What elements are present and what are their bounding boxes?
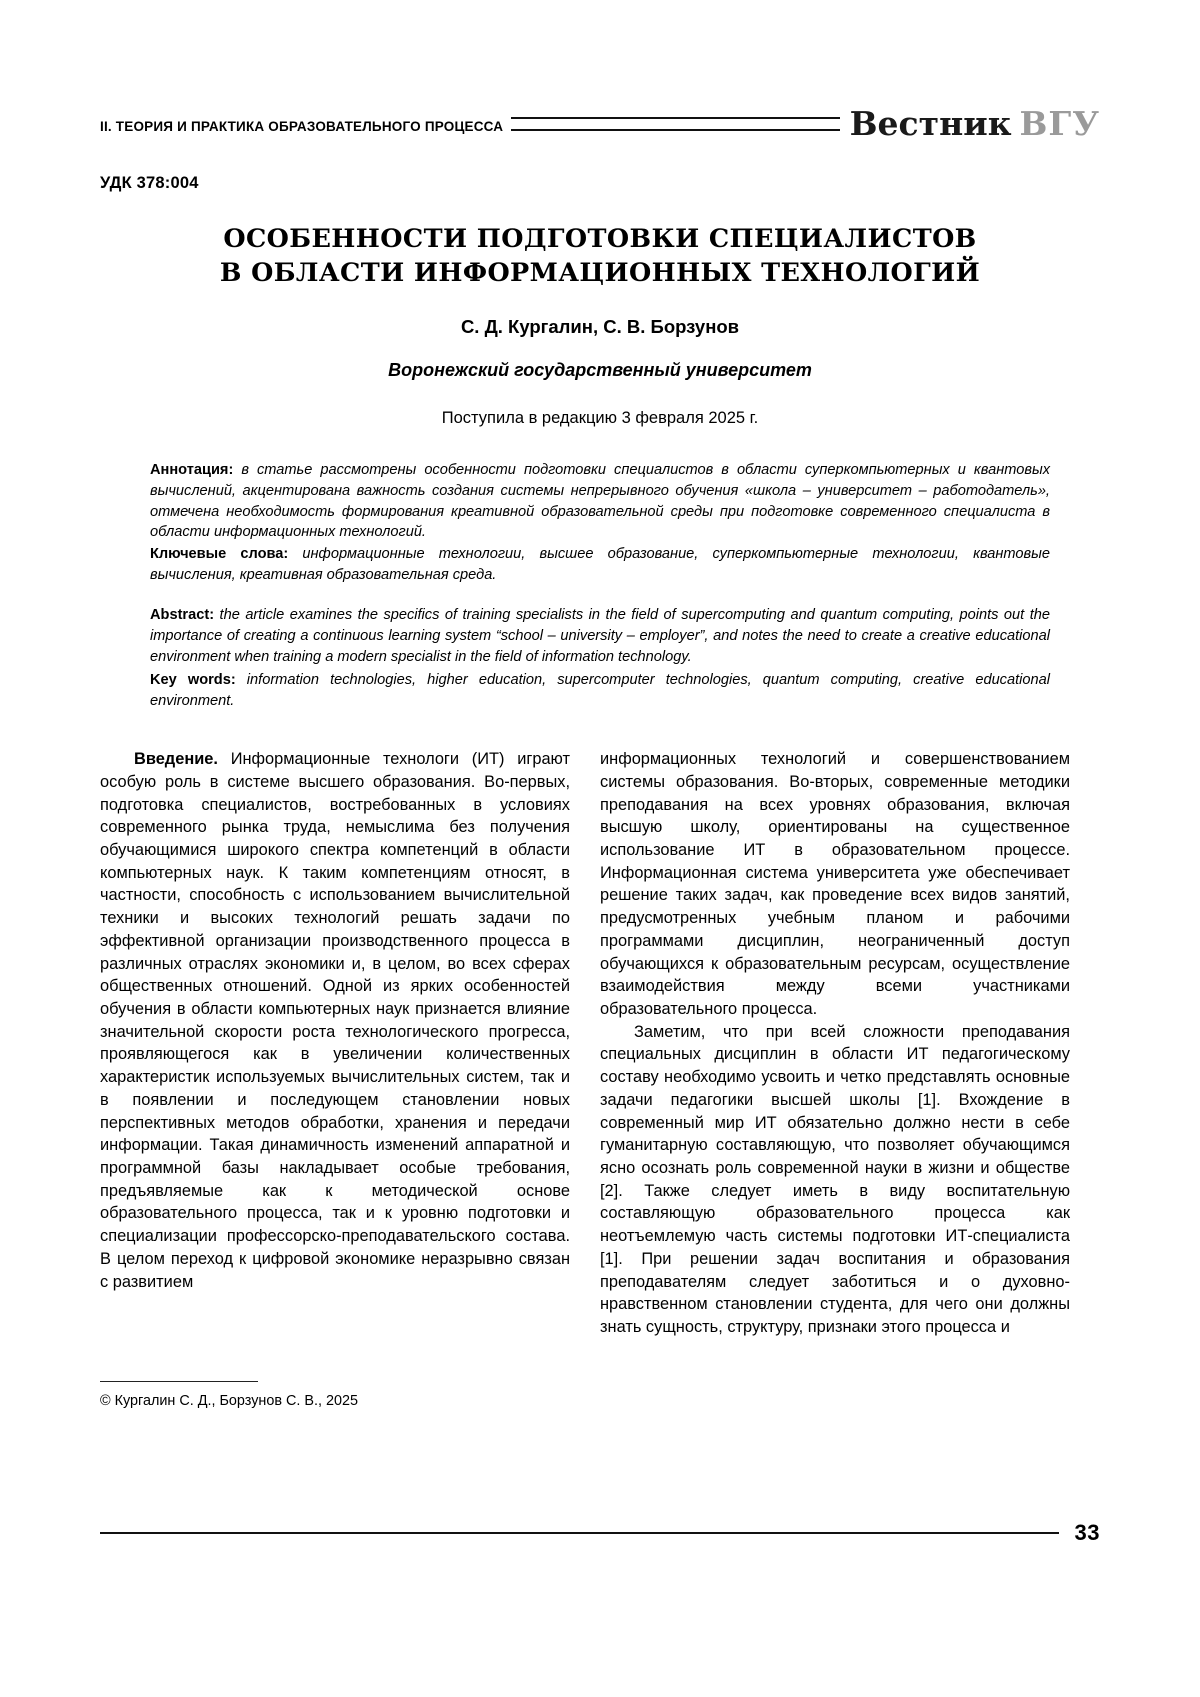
title-line-1: ОСОБЕННОСТИ ПОДГОТОВКИ СПЕЦИАЛИСТОВ (223, 224, 977, 254)
abstract-block (150, 460, 1050, 712)
abstract-english-body: the article examines the specifics of training specialists in the field of supercomputing and quantum computing, points out the importance of creating a continuous learning system “school – university – employer”, and notes the need to create a creative educational environment when training a modern specialist in the field of information technology. (150, 606, 1050, 666)
body-column-right (600, 748, 1070, 1339)
journal-logo (849, 104, 1100, 143)
title-line-2: В ОБЛАСТИ ИНФОРМАЦИОННЫХ ТЕХНОЛОГИЙ (219, 257, 981, 288)
footnote (100, 1381, 570, 1409)
introduction-text: Информационные технологи (ИТ) играют особую роль в системе высшего образования. Во-первых, подготовка специалистов, востребованных в условиях современного рынка труда, немыслима без получения обучающимися широкого спектра компетенций в области компьютерных наук. К таким компетенциям относят, в частности, способность с использованием вычислительной техники и высоких технологий решать задачи по эффективной организации производственного процесса в различных отраслях экономики и, в целом, во всех сферах общественных отношений. Одной из ярких особенностей обучения в области компьютерных наук признается влияние значительной скорости роста технологического прогресса, проявляющегося как в увеличении количественных характеристик используемых вычислительных систем, так и в появлении и последующем становлении новых перспективных методов обработки, хранения и передачи информации. Такая динамичность изменений аппаратной и программной базы накладывает особые требования, предъявляемые как к методической основе образовательного процесса, так и к уровню подготовки и специализации профессорско-преподавательского состава. В целом переход к цифровой экономике неразрывно связан с развитием (100, 750, 570, 1291)
authors: С. Д. Кургалин, С. В. Борзунов (460, 316, 740, 338)
introduction-label: Введение. (134, 750, 218, 769)
footer-divider (100, 1532, 1059, 1534)
keywords-russian-label: Ключевые слова: (150, 546, 289, 563)
abstract-russian-label: Аннотация: (150, 462, 234, 479)
keywords-english-label: Key words: (150, 671, 236, 688)
section-title: II. ТЕОРИЯ И ПРАКТИКА ОБРАЗОВАТЕЛЬНОГО ПРОЦЕССА (100, 119, 504, 134)
header-divider-rule (511, 117, 839, 131)
body-column-left (100, 748, 570, 1339)
page-number: 33 (1074, 1520, 1100, 1545)
page-footer (100, 1520, 1100, 1546)
abstract-russian-text (150, 460, 1050, 543)
keywords-russian-body: информационные технологии, высшее образование, суперкомпьютерные технологии, квантовые вычисления, креативная образовательная среда. (150, 546, 1050, 583)
abstract-english-label: Abstract: (150, 606, 215, 623)
paragraph-second: Заметим, что при всей сложности преподавания специальных дисциплин в области ИТ педагогическому составу необходимо усвоить и четко представлять основные задачи педагогики высшей школы [1]. Вхождение в современный мир ИТ обязательно должно нести в себе гуманитарную составляющую, что позволяет обучающимся ясно осознать роль современной науки в жизни и обществе [2]. Также следует иметь в виду воспитательную составляющую образовательного процесса как неотъемлемую часть системы подготовки ИТ-специалиста [1]. При решении задач воспитания и образования преподавателям следует заботиться и о духовно-нравственном становлении студента, для чего они должны знать сущность, структуру, признаки этого процесса и (600, 1022, 1070, 1337)
copyright-notice: © Кургалин С. Д., Борзунов С. В., 2025 (100, 1393, 358, 1409)
received-date: Поступила в редакцию 3 февраля 2025 г. (441, 409, 759, 428)
journal-abbreviation: ВГУ (1019, 104, 1100, 143)
abstract-russian (150, 460, 1050, 585)
affiliation: Воронежский государственный университет (388, 360, 812, 381)
footnote-divider (100, 1381, 258, 1382)
paragraph-introduction (100, 748, 570, 1293)
abstract-russian-body: в статье рассмотрены особенности подготовки специалистов в области суперкомпьютерных и квантовых вычислений, акцентирована важность создания системы непрерывного обучения «школа – университет – работодатель», отмечена необходимость формирования креативной образовательной среды при подготовке современного специалиста в области информационных технологий. (150, 462, 1050, 541)
abstract-english (150, 605, 1050, 712)
keywords-english-body: information technologies, higher education, supercomputer technologies, quantum computing, creative educational environment. (150, 671, 1050, 709)
running-head (100, 96, 1100, 143)
udc-code: УДК 378:004 (100, 174, 199, 192)
keywords-russian (150, 544, 1050, 585)
paragraph-continuation: информационных технологий и совершенствованием системы образования. Во-вторых, современные методики преподавания на всех уровнях образования, включая высшую школу, ориентированы на существенное использование ИТ в образовательном процессе. Информационная система университета уже обеспечивает решение таких задач, как проведение всех видов занятий, предусмотренных учебным планом и рабочими программами дисциплин, неограниченный доступ обучающихся к образовательным ресурсам, осуществление взаимодействия между всеми участниками образовательного процесса. (600, 750, 1070, 1019)
journal-name: Вестник (849, 104, 1012, 143)
keywords-english (150, 670, 1050, 713)
abstract-english-text (150, 605, 1050, 669)
page-title (100, 223, 1100, 290)
body-columns (100, 748, 1100, 1339)
